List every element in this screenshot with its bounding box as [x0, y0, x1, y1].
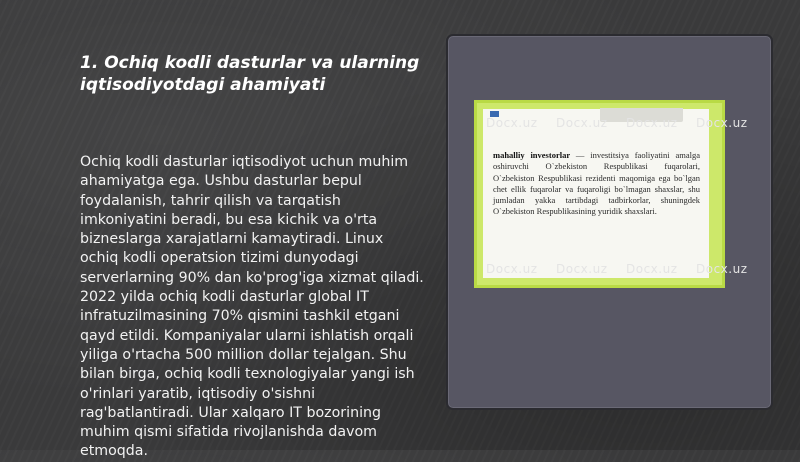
document-scan — [483, 109, 748, 278]
document-definition — [493, 150, 700, 218]
document-term: mahalliy investorlar — [493, 150, 571, 160]
slide-title: 1. Ochiq kodli dasturlar va ularning iqtisodiyotdagi ahamiyati — [80, 53, 420, 95]
document-definition-text: — investitsiya faoliyatini amalga oshiruvchi O`zbekiston Respublikasi fuqarolari, O`zbekiston Respublikasi rezidenti maqomiga ega bo`lgan chet ellik fuqarolar va fuqaroligi bo`lmagan shaxslar, shu jumladan yakka tartibdagi tadbirkorlar, shuningdek O`zbekiston Respublikasining yuridik shaxslari. — [493, 150, 700, 217]
document-image[interactable] — [474, 100, 748, 288]
watermark-text: Docx.uz — [696, 262, 748, 276]
watermark-row-top — [486, 116, 748, 130]
watermark-text: Docx.uz — [626, 116, 678, 130]
watermark-text: Docx.uz — [696, 116, 748, 130]
watermark-row-bottom — [486, 262, 748, 276]
slide-body-text: Ochiq kodli dasturlar iqtisodiyot uchun muhim ahamiyatga ega. Ushbu dasturlar bepul foydalanish, tahrir qilish va tarqatish imkoniyatini beradi, bu esa kichik va o'rta bizneslarga xarajatlarni kamaytiradi. Linux ochiq kodli operatsion tizimi dunyodagi serverlarning 90% dan ko'prog'iga xizmat qiladi. 2022 yilda ochiq kodli dasturlar global IT infratuzilmasining 70% qismini tashkil etgani qayd etildi. Kompaniyalar ularni ishlatish orqali yiliga o'rtacha 500 million dollar tejalgan. Shu bilan birga, ochiq kodli texnologiyalar yangi ish o'rinlari yaratib, iqtisodiy o'sishni rag'batlantiradi. Ular xalqaro IT bozorining muhim qismi sifatida rivojlanishda davom etmoqda. — [80, 154, 424, 460]
watermark-text: Docx.uz — [556, 262, 608, 276]
watermark-text: Docx.uz — [486, 262, 538, 276]
watermark-text: Docx.uz — [626, 262, 678, 276]
watermark-text: Docx.uz — [556, 116, 608, 130]
watermark-text: Docx.uz — [486, 116, 538, 130]
